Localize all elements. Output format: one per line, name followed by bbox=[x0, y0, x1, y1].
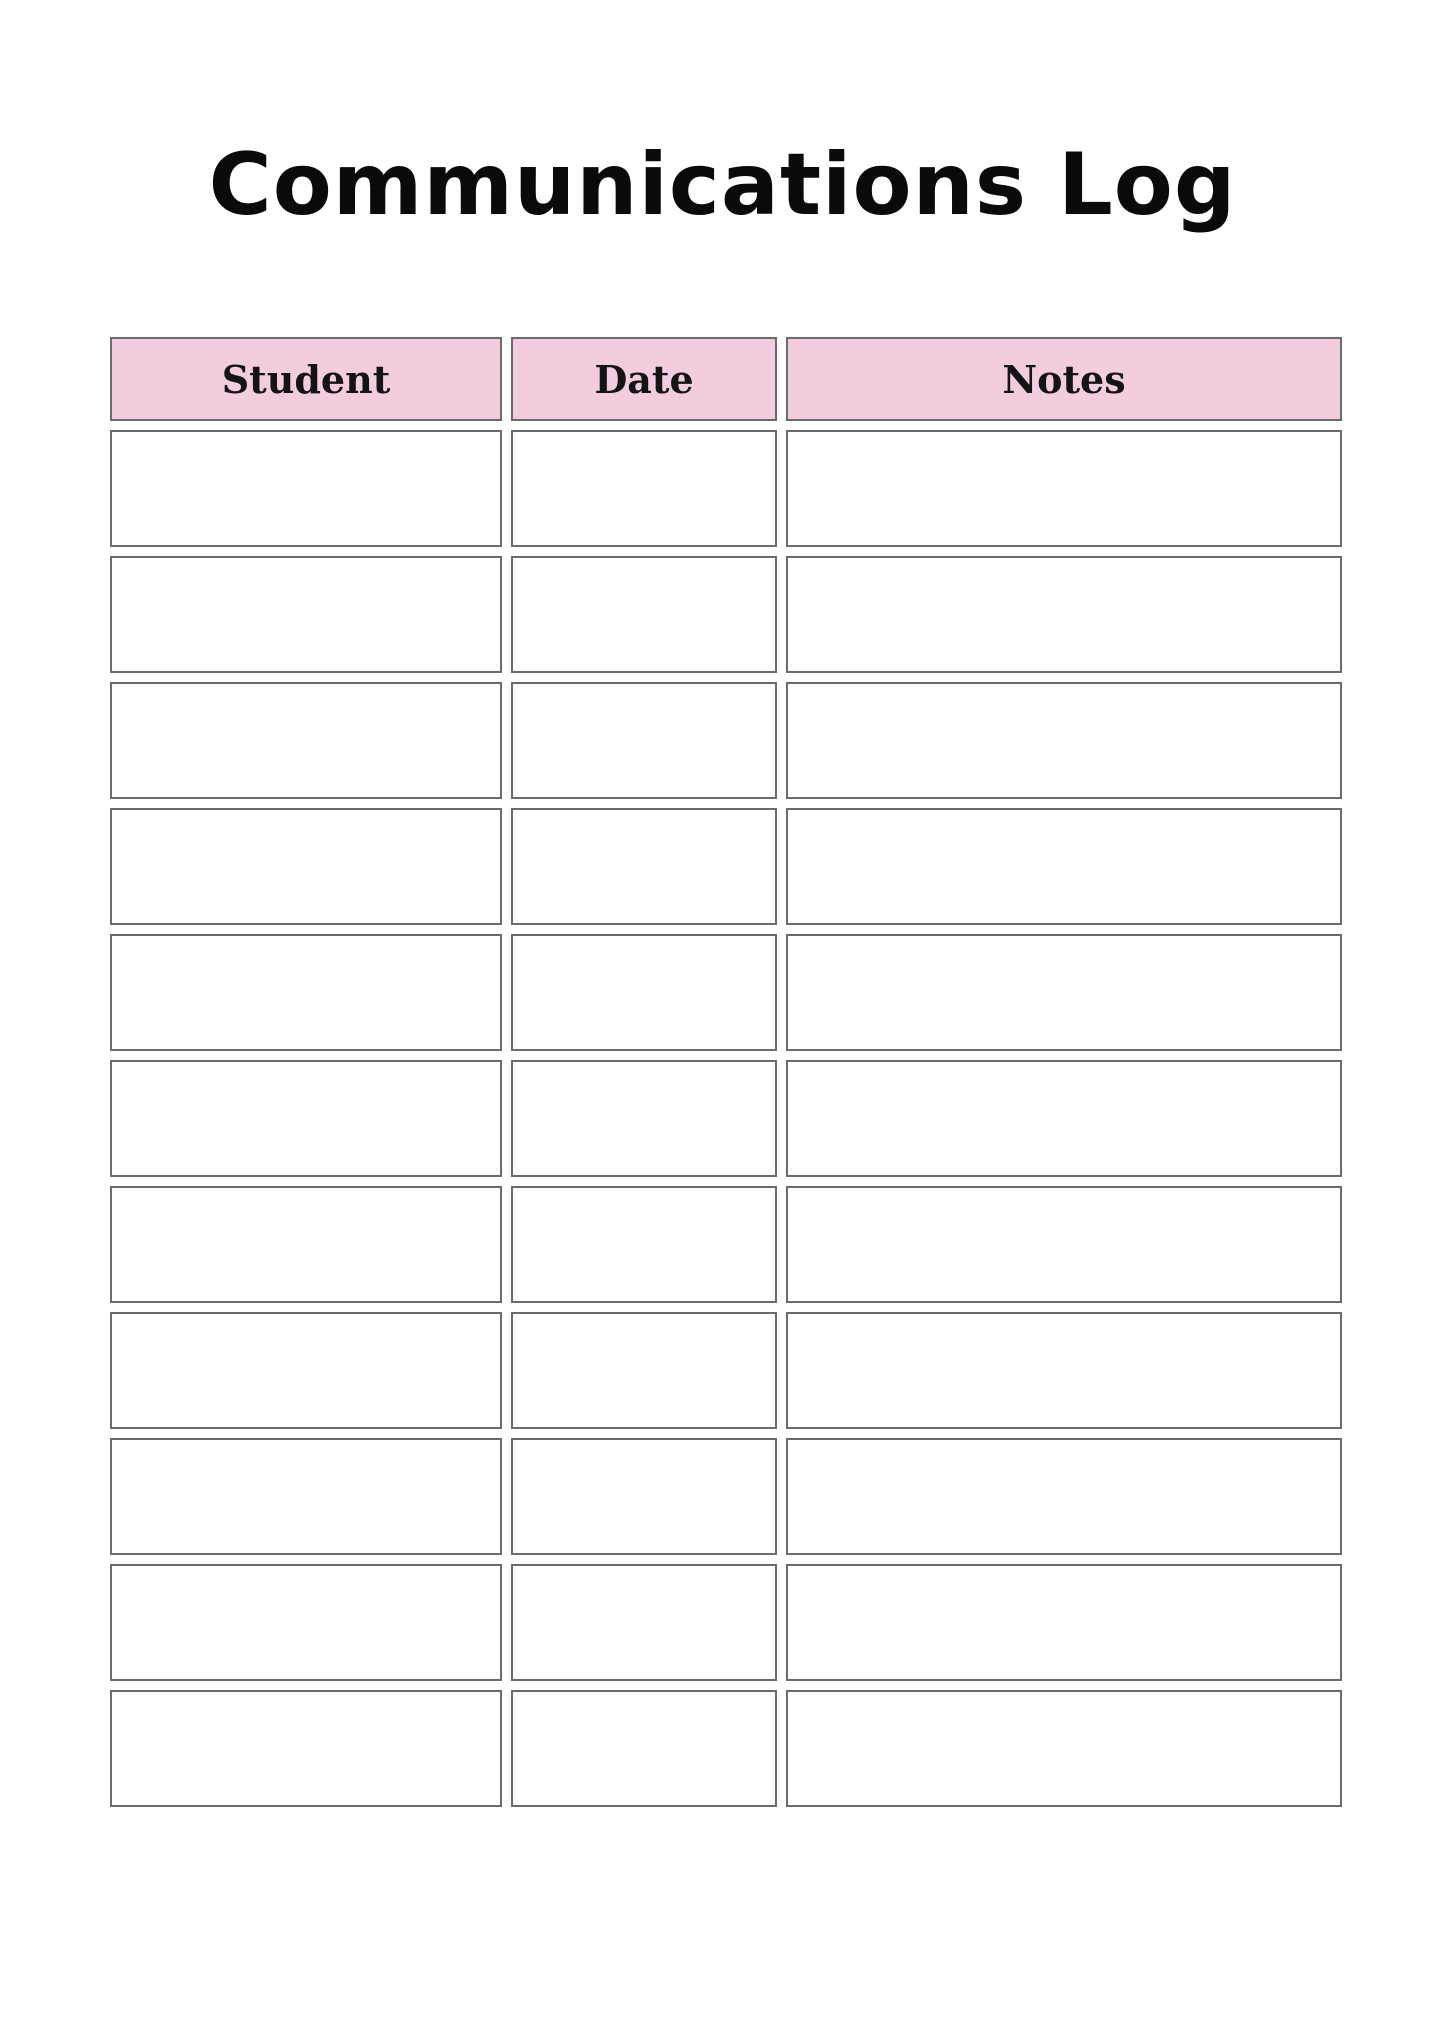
table-cell-date[interactable] bbox=[511, 1564, 777, 1681]
table-cell-date[interactable] bbox=[511, 556, 777, 673]
table-cell-notes[interactable] bbox=[786, 556, 1342, 673]
table-cell-date[interactable] bbox=[511, 808, 777, 925]
table-cell-date[interactable] bbox=[511, 682, 777, 799]
table-cell-notes[interactable] bbox=[786, 1186, 1342, 1303]
table-cell-student[interactable] bbox=[110, 1312, 502, 1429]
table-cell-student[interactable] bbox=[110, 808, 502, 925]
table-cell-notes[interactable] bbox=[786, 1060, 1342, 1177]
communications-log-table bbox=[110, 337, 1340, 1807]
table-cell-student[interactable] bbox=[110, 1690, 502, 1807]
column-header-date: Date bbox=[511, 337, 777, 421]
column-header-notes: Notes bbox=[786, 337, 1342, 421]
table-cell-student[interactable] bbox=[110, 934, 502, 1051]
table-cell-date[interactable] bbox=[511, 1690, 777, 1807]
table-cell-date[interactable] bbox=[511, 1312, 777, 1429]
table-cell-student[interactable] bbox=[110, 1186, 502, 1303]
table-cell-student[interactable] bbox=[110, 682, 502, 799]
column-header-student: Student bbox=[110, 337, 502, 421]
table-cell-date[interactable] bbox=[511, 1060, 777, 1177]
table-cell-notes[interactable] bbox=[786, 682, 1342, 799]
table-cell-notes[interactable] bbox=[786, 934, 1342, 1051]
table-cell-notes[interactable] bbox=[786, 808, 1342, 925]
table-cell-notes[interactable] bbox=[786, 1690, 1342, 1807]
table-cell-student[interactable] bbox=[110, 1060, 502, 1177]
table-cell-date[interactable] bbox=[511, 1438, 777, 1555]
table-cell-date[interactable] bbox=[511, 430, 777, 547]
table-cell-student[interactable] bbox=[110, 556, 502, 673]
table-cell-student[interactable] bbox=[110, 1438, 502, 1555]
table-cell-student[interactable] bbox=[110, 1564, 502, 1681]
page-title: Communications Log bbox=[208, 135, 1237, 235]
table-cell-notes[interactable] bbox=[786, 1438, 1342, 1555]
table-cell-notes[interactable] bbox=[786, 430, 1342, 547]
table-cell-date[interactable] bbox=[511, 934, 777, 1051]
table-cell-student[interactable] bbox=[110, 430, 502, 547]
table-cell-date[interactable] bbox=[511, 1186, 777, 1303]
table-cell-notes[interactable] bbox=[786, 1312, 1342, 1429]
table-cell-notes[interactable] bbox=[786, 1564, 1342, 1681]
